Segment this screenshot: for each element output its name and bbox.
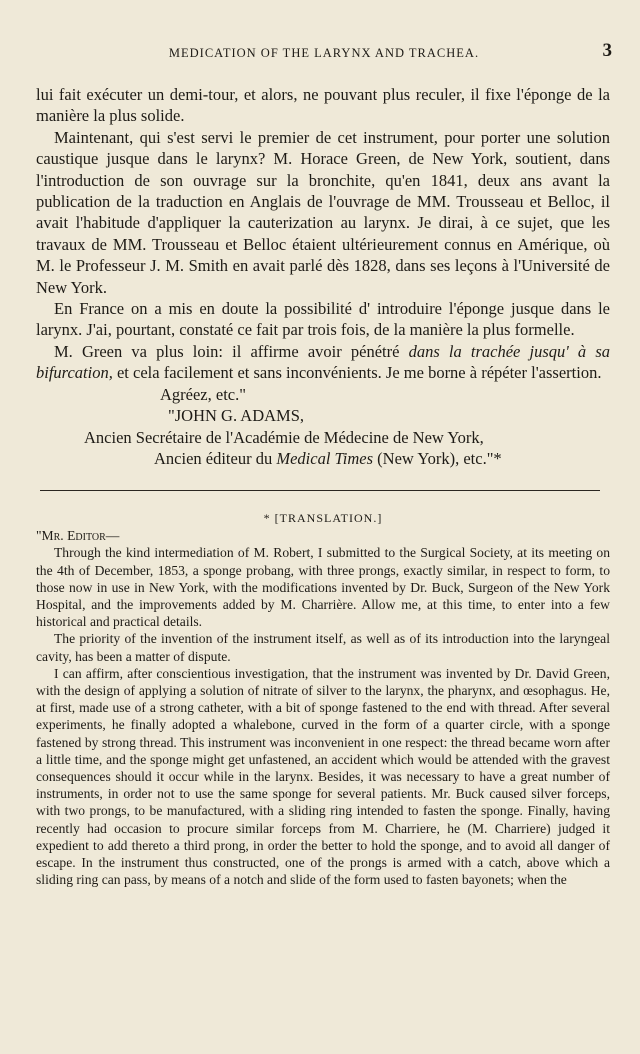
signoff (36, 384, 610, 470)
signature: "JOHN G. ADAMS, (168, 406, 305, 426)
translation-paragraph-1: Through the kind intermediation of M. Robert, I submitted to the Surgical Society, at its meeting on the 4th of December, 1853, a sponge probang, with three prongs, exactly similar, in respect to form, to those now in use in New York, with the modifications invented by Dr. Buck, Surgeon of the New York Hospital, and the improvements added by M. Charrière. Allow me, at this time, to enter into a few historical and practical details. (36, 545, 610, 630)
running-head (36, 40, 612, 64)
french-paragraph-4-italic: dans la trachée jusqu' à sa bifurcation, (36, 341, 610, 383)
running-title: MEDICATION OF THE LARYNX AND TRACHEA. (168, 46, 480, 60)
french-paragraph-3: En France on a mis en doute la possibilité d' introduire l'éponge jusque dans le larynx. J'ai, pourtant, constaté ce fait par trois fois, de la manière la plus formelle. (36, 299, 610, 340)
translation-salutation: "Mr. Editor— (36, 528, 120, 544)
french-paragraph-2: Maintenant, qui s'est servi le premier de cet instrument, pour porter une solution caustique jusque dans le larynx? M. Horace Green, de New York, soutient, dans l'introduction de son ouvrage sur la bronchite, qu'en 1841, deux ans avant la publication de la traduction en Anglais de l'ouvrage de MM. Trousseau et Belloc, il avait l'habitude d'appliquer la cauterization au larynx. Je dirai, à ce sujet, que les travaux de MM. Trousseau et Belloc étaient ultérieurement connus en Amérique, où M. le Professeur J. M. Smith en avait parlé dès 1828, dans ses leçons à l'Université de New York. (36, 127, 610, 297)
footnote-divider (40, 490, 600, 491)
translation-footnote (36, 510, 610, 888)
signature-role-2 (36, 448, 610, 469)
french-letter (36, 84, 610, 469)
translation-heading: * [TRANSLATION.] (263, 511, 383, 525)
french-paragraph-4 (36, 341, 610, 384)
signature-role-2-journal: Medical Times (276, 448, 374, 468)
french-paragraph-4-end: et cela facilement et sans inconvénients. Je me borne à répéter l'assertion. (112, 363, 602, 383)
translation-paragraph-3: I can affirm, after conscientious investigation, that the instrument was invented by Dr. David Green, with the design of applying a solution of nitrate of silver to the larynx, the pharynx, and œsophagus. He, at first, made use of a strong catheter, with a bit of sponge fastened to the end with thread. After several experiments, he finally adopted a whalebone, curved in the form of a quarter circle, with a sponge fastened by strong thread. This instrument was inconvenient in one respect: the thread became worn after a little time, and the sponge might get unfastened, an accident which would be attended with the gravest consequences should it occur while in the larynx. Besides, it was necessary to have a great number of instruments, in order not to use the same sponge for several patients. Mr. Buck caused silver forceps, with two prongs, to be manufactured, with a sliding ring intended to fasten the sponge. Finally, having recently had occasion to procure similar forceps from M. Charriere, he (M. Charriere) judged it expedient to add thereto a third prong, in order the better to hold the sponge, and to avoid all danger of escape. In the instrument thus constructed, one of the prongs is armed with a catch, above which a sliding ring can pass, by means of a notch and slide of the form used to fasten bayonets; when the (36, 665, 610, 888)
french-paragraph-1: lui fait exécuter un demi-tour, et alors, ne pouvant plus reculer, il fixe l'éponge de la manière la plus solide. (36, 85, 610, 126)
signature-role-2-end: (New York), etc."* (373, 448, 502, 468)
translation-paragraph-2: The priority of the invention of the instrument itself, as well as of its introduction into the laryngeal cavity, has been a matter of dispute. (36, 631, 610, 664)
closing-line: Agréez, etc." (160, 384, 246, 404)
signature-role-2-start: Ancien éditeur du (154, 448, 277, 468)
page-number: 3 (602, 40, 612, 61)
french-paragraph-4-start: M. Green va plus loin: il affirme avoir pénétré (54, 341, 409, 361)
signature-role-1: Ancien Secrétaire de l'Académie de Médecine de New York, (84, 427, 484, 447)
